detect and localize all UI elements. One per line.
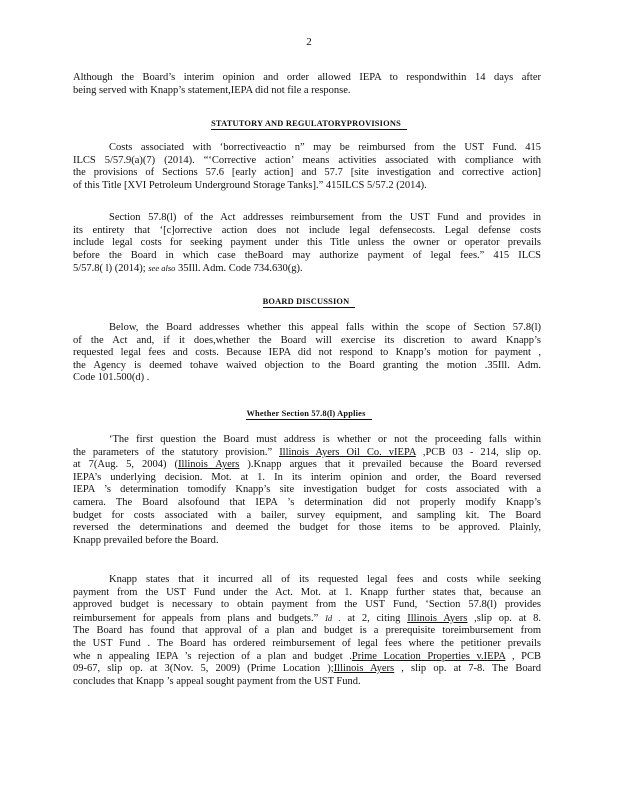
text-line: whe n appealing IEPA ’s rejection of a plan and budget .Prime Location Properties v.IEPA , PCB bbox=[73, 650, 541, 662]
statutory-paragraph-1 bbox=[73, 142, 541, 192]
text-line: reimbursement for appeals from plans and budgets.” Id . at 2, citing Illinois Ayers ,slip op. at 8. bbox=[73, 612, 541, 624]
text-line: ‘The first question the Board must address is whether or not the proceeding falls within bbox=[109, 434, 541, 445]
text-line: Costs associated with ‘borrectiveactio n” may be reimbursed from the UST Fund. 415 bbox=[109, 142, 541, 153]
whether-paragraph-1 bbox=[73, 434, 541, 547]
text-line: approved budget is necessary to obtain payment from the UST Fund, ‘Section 57.8(l) provides bbox=[73, 599, 541, 611]
board-paragraph bbox=[73, 322, 541, 385]
text-line: before the Board in which case theBoard may authorize payment of legal fees.” 415 ILCS bbox=[73, 249, 541, 261]
text-line: of the Act and, if it does,whether the Board will exercise its discretion to award Knapp’s bbox=[73, 334, 541, 346]
subheading-whether: Whether Section 57.8(l) Applies bbox=[0, 408, 618, 421]
text-line: reversed the determinations and deemed the budget for those items to be approved. Plainly, bbox=[73, 522, 541, 534]
text-line: include legal costs for seeking payment under this Title unless the owner or operator prevails bbox=[73, 237, 541, 249]
statutory-paragraph-2 bbox=[73, 212, 541, 276]
text-line: the provisions of Sections 57.6 [early action] and 57.7 [site investigation and corrective action] bbox=[73, 167, 541, 179]
section-heading-statutory: STATUTORY AND REGULATORYPROVISIONS bbox=[0, 118, 618, 131]
whether-paragraph-2 bbox=[73, 574, 541, 688]
see-also-italic: see also bbox=[148, 263, 176, 274]
text-line: of this Title [XVI Petroleum Underground Storage Tanks].” 415ILCS 5/57.2 (2014). bbox=[73, 179, 427, 191]
text-line: the parameters of the statutory provision.” Illinois Ayers Oil Co. vIEPA ,PCB 03 - 214, slip op. bbox=[73, 446, 541, 458]
text-line: Knapp states that it incurred all of its requested legal fees and costs while seeking bbox=[109, 574, 541, 585]
text-line: IEPA ’s determination tomodify Knapp’s site investigation budget for costs associated with a bbox=[73, 484, 541, 496]
text-line: 5/57.8( l) (2014); see also 35Ill. Adm. Code 734.630(g). bbox=[73, 263, 303, 275]
text-line: the UST Fund . The Board has ordered reimbursement of legal fees where the petitioner prevails bbox=[73, 637, 541, 649]
text-line: the Agency is deemed tohave waived objection to the Board granting the motion .35Ill. Adm. bbox=[73, 359, 541, 371]
text-line: budget for costs associated with a bailer, survey equipment, and sampling kit. The Board bbox=[73, 509, 541, 521]
text-line: payment from the UST Fund under the Act. Mot. at 1. Knapp further states that, because an bbox=[73, 586, 541, 598]
text-line: IEPA’s underlying decision. Mot. at 1. In its interim opinion and order, the Board reversed bbox=[73, 471, 541, 483]
text-line: Code 101.500(d) . bbox=[73, 372, 150, 384]
text-line: its entirety that ‘[c]orrective action does not include legal defensecosts. Legal defense costs bbox=[73, 224, 541, 236]
text-line: camera. The Board alsofound that IEPA ’s determination did not properly modify Knapp’s bbox=[73, 496, 541, 508]
text-line: being served with Knapp’s statement,IEPA did not file a response. bbox=[73, 84, 351, 96]
text-line: Although the Board’s interim opinion and order allowed IEPA to respondwithin 14 days after bbox=[73, 72, 541, 83]
text-line: Section 57.8(l) of the Act addresses reimbursement from the UST Fund and provides in bbox=[109, 212, 541, 223]
text-line: Below, the Board addresses whether this appeal falls within the scope of Section 57.8(l) bbox=[109, 322, 541, 333]
text-line: Knapp prevailed before the Board. bbox=[73, 534, 219, 546]
section-heading-board-discussion: BOARD DISCUSSION bbox=[0, 296, 618, 309]
page-number: 2 bbox=[306, 36, 312, 48]
text-line: at 7(Aug. 5, 2004) (Illinois Ayers ).Knapp argues that it prevailed because the Board reversed bbox=[73, 459, 541, 471]
text-line: concludes that Knapp ’s appeal sought payment from the UST Fund. bbox=[73, 675, 361, 687]
text-line: 09-67, slip op. at 3(Nov. 5, 2009) (Prime Location );Illinois Ayers , slip op. at 7-8. The Board bbox=[73, 663, 541, 675]
intro-paragraph bbox=[73, 72, 541, 97]
text-line: requested legal fees and costs. Because IEPA did not respond to Knapp’s motion for payment , bbox=[73, 347, 541, 359]
text-line: The Board has found that approval of a plan and budget is a prerequisite toreimbursement from bbox=[73, 625, 541, 637]
text-line: ILCS 5/57.9(a)(7) (2014). “‘Corrective action’ means activities associated with compliance with bbox=[73, 154, 541, 166]
